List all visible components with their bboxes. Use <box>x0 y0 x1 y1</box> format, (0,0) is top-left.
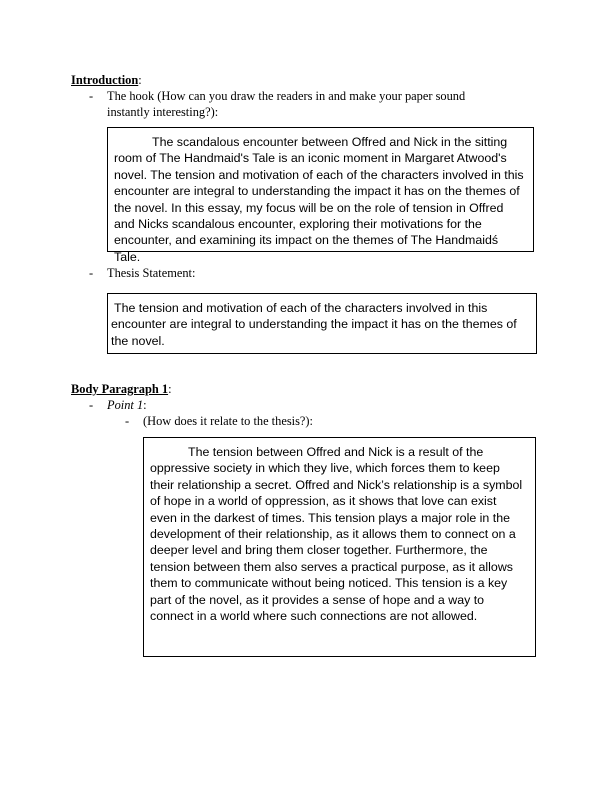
introduction-heading-text: Introduction <box>71 73 139 87</box>
hook-answer-box <box>107 127 534 264</box>
introduction-heading-colon: : <box>138 73 142 87</box>
hook-bullet: - <box>89 89 94 103</box>
point-1-label-text: Point 1 <box>107 398 144 412</box>
relation-answer-box <box>143 437 536 657</box>
body-paragraph-1-heading-text: Body Paragraph 1 <box>71 382 169 396</box>
point-1-label-colon: : <box>143 398 147 412</box>
hook-prompt: The hook (How can you draw the readers in and make your paper sound instantly interesting?): <box>107 89 466 119</box>
body-paragraph-1-heading <box>71 381 172 397</box>
relation-bullet: - <box>125 414 130 428</box>
thesis-answer-text: The tension and motivation of each of the characters involved in this encounter are integral to understanding the impact it has on the themes of the novel. <box>111 301 517 348</box>
thesis-bullet: - <box>89 266 94 280</box>
hook-answer-text: The scandalous encounter between Offred and Nick in the sitting room of The Handmaid's Tale is an iconic moment in Margaret Atwood's novel. The tension and motivation of each of the characters involved in this encounter are integral to understanding the impact it has on the themes of the novel. In this essay, my focus will be on the role of tension in Offred and Nicks scandalous encounter, exploring their motivations for the encounter, and examining its impact on the themes of The Handmaidś Tale. <box>114 135 524 264</box>
body-paragraph-1-heading-colon: : <box>168 382 172 396</box>
introduction-heading <box>71 72 142 88</box>
point-1-bullet: - <box>89 398 94 412</box>
relation-prompt: (How does it relate to the thesis?): <box>143 414 313 428</box>
thesis-prompt: Thesis Statement: <box>107 266 196 280</box>
point-1-label <box>107 397 147 413</box>
thesis-answer-box <box>107 293 537 354</box>
relation-answer-text: The tension between Offred and Nick is a result of the oppressive society in which they live, which forces them to keep their relationship a secret. Offred and Nick’s relationship is a symbol of hope in a world of oppression, as it shows that love can exist even in the darkest of times. This tension plays a major role in the development of their relationship, as it allows them to connect on a deeper level and bring them closer together. Furthermore, the tension between them also serves a practical purpose, as it allows them to communicate without being noticed. This tension is a key part of the novel, as it provides a sense of hope and a way to connect in a world where such connections are not allowed. <box>150 445 523 624</box>
